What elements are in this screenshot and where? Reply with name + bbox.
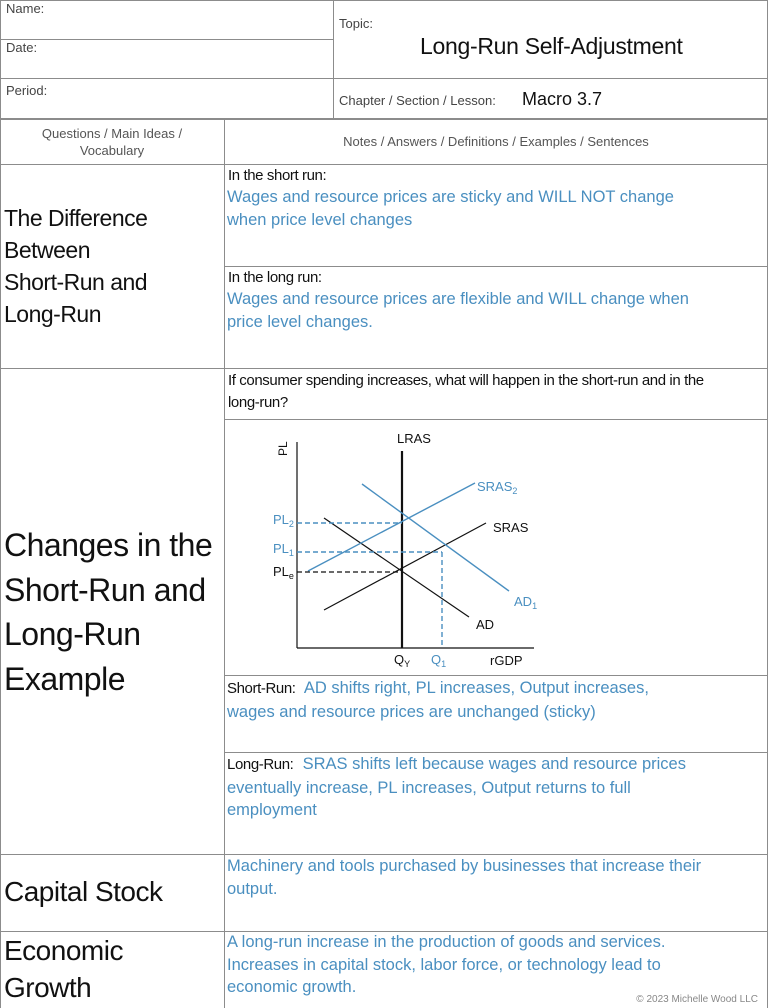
economic-growth-title xyxy=(4,932,123,1006)
qy-sub: Y xyxy=(404,659,411,669)
line-colhead xyxy=(0,164,768,165)
line-header-1 xyxy=(0,39,333,40)
line-graph-end xyxy=(224,675,768,676)
qy-label xyxy=(394,652,410,669)
ad-as-graph xyxy=(224,420,768,675)
capital-stock-answer: Machinery and tools purchased by businesses that increase their output. xyxy=(227,857,702,898)
title-line: Growth xyxy=(4,972,92,1003)
ple-main: PL xyxy=(273,564,289,579)
period-label: Period: xyxy=(6,83,48,98)
x-axis-label: rGDP xyxy=(490,653,523,668)
ad-label: AD xyxy=(476,617,495,632)
topic-label: Topic: xyxy=(339,16,373,31)
date-label: Date: xyxy=(6,40,38,55)
copyright-notice: © 2023 Michelle Wood LLC xyxy=(636,994,758,1005)
title-line: Long-Run xyxy=(4,301,102,327)
sras2-main: SRAS xyxy=(477,479,513,494)
left-column-heading: Questions / Main Ideas / Vocabulary xyxy=(41,126,183,158)
q1-label xyxy=(431,652,446,669)
qy-main: Q xyxy=(394,652,405,667)
title-line: Economic xyxy=(4,935,123,966)
pl1-sub: 1 xyxy=(288,548,294,558)
name-label: Name: xyxy=(6,1,45,16)
long-run-answer: Wages and resource prices are flexible and WILL change when price level changes. xyxy=(227,290,689,331)
chapter-label: Chapter / Section / Lesson: xyxy=(339,93,496,108)
ple-sub: e xyxy=(288,571,294,581)
line-header-2 xyxy=(0,78,768,79)
lras-label: LRAS xyxy=(397,431,431,446)
difference-title xyxy=(4,202,147,330)
line-top xyxy=(0,0,768,1)
capital-stock-title: Capital Stock xyxy=(4,876,163,907)
line-header-3 xyxy=(0,118,768,120)
topic-title: Long-Run Self-Adjustment xyxy=(420,33,683,59)
long-run-example-label: Long-Run: xyxy=(227,756,294,773)
sras2-sub: 2 xyxy=(512,486,518,496)
title-line: Changes in the xyxy=(4,527,213,563)
ple-label xyxy=(273,564,294,581)
right-column-heading: Notes / Answers / Definitions / Examples / Sentences xyxy=(343,134,649,149)
sras-line xyxy=(324,523,486,610)
title-line: Between xyxy=(4,237,91,263)
y-axis-label: PL xyxy=(276,441,290,456)
title-line: Short-Run and xyxy=(4,269,148,295)
sras2-line xyxy=(308,483,475,571)
short-run-example-answer: AD shifts right, PL increases, Output increases, wages and resource prices are unchanged (sticky) xyxy=(227,679,649,721)
ad-line xyxy=(324,518,469,617)
sras-label: SRAS xyxy=(493,520,529,535)
title-line: The Difference xyxy=(4,205,148,231)
long-run-example-answer: SRAS shifts left because wages and resource prices eventually increase, PL increases, Output returns to full employment xyxy=(227,755,686,819)
line-header-divider xyxy=(333,0,334,118)
pl2-sub: 2 xyxy=(288,519,294,529)
title-line: Example xyxy=(4,660,125,697)
chapter-value: Macro 3.7 xyxy=(522,89,603,109)
spending-question: If consumer spending increases, what will happen in the short-run and in the long-run? xyxy=(228,372,704,411)
changes-title xyxy=(4,523,212,701)
pl2-label xyxy=(273,512,294,529)
title-line: Long-Run xyxy=(4,616,141,652)
q1-sub: 1 xyxy=(441,659,447,669)
line-sec1-end xyxy=(0,368,768,369)
economic-growth-answer: A long-run increase in the production of goods and services. Increases in capital stock, labor force, or technology lead to economic growth. xyxy=(227,933,666,996)
pl1-main: PL xyxy=(273,541,289,556)
short-run-example xyxy=(227,677,697,723)
long-run-heading: In the long run: xyxy=(228,269,322,286)
title-line: Short-Run and xyxy=(4,571,206,608)
short-run-answer: Wages and resource prices are sticky and WILL NOT change when price level changes xyxy=(227,188,674,229)
long-run-example xyxy=(227,753,697,822)
ad1-label xyxy=(514,594,537,611)
pl2-main: PL xyxy=(273,512,289,527)
short-run-example-label: Short-Run: xyxy=(227,680,296,697)
line-left-edge xyxy=(0,0,1,1008)
ad1-sub: 1 xyxy=(532,601,538,611)
pl1-label xyxy=(273,541,294,558)
q1-main: Q xyxy=(431,652,442,667)
short-run-heading: In the short run: xyxy=(228,167,327,184)
sras2-label xyxy=(477,479,517,496)
ad1-line xyxy=(362,484,509,591)
ad1-main: AD xyxy=(514,594,533,609)
